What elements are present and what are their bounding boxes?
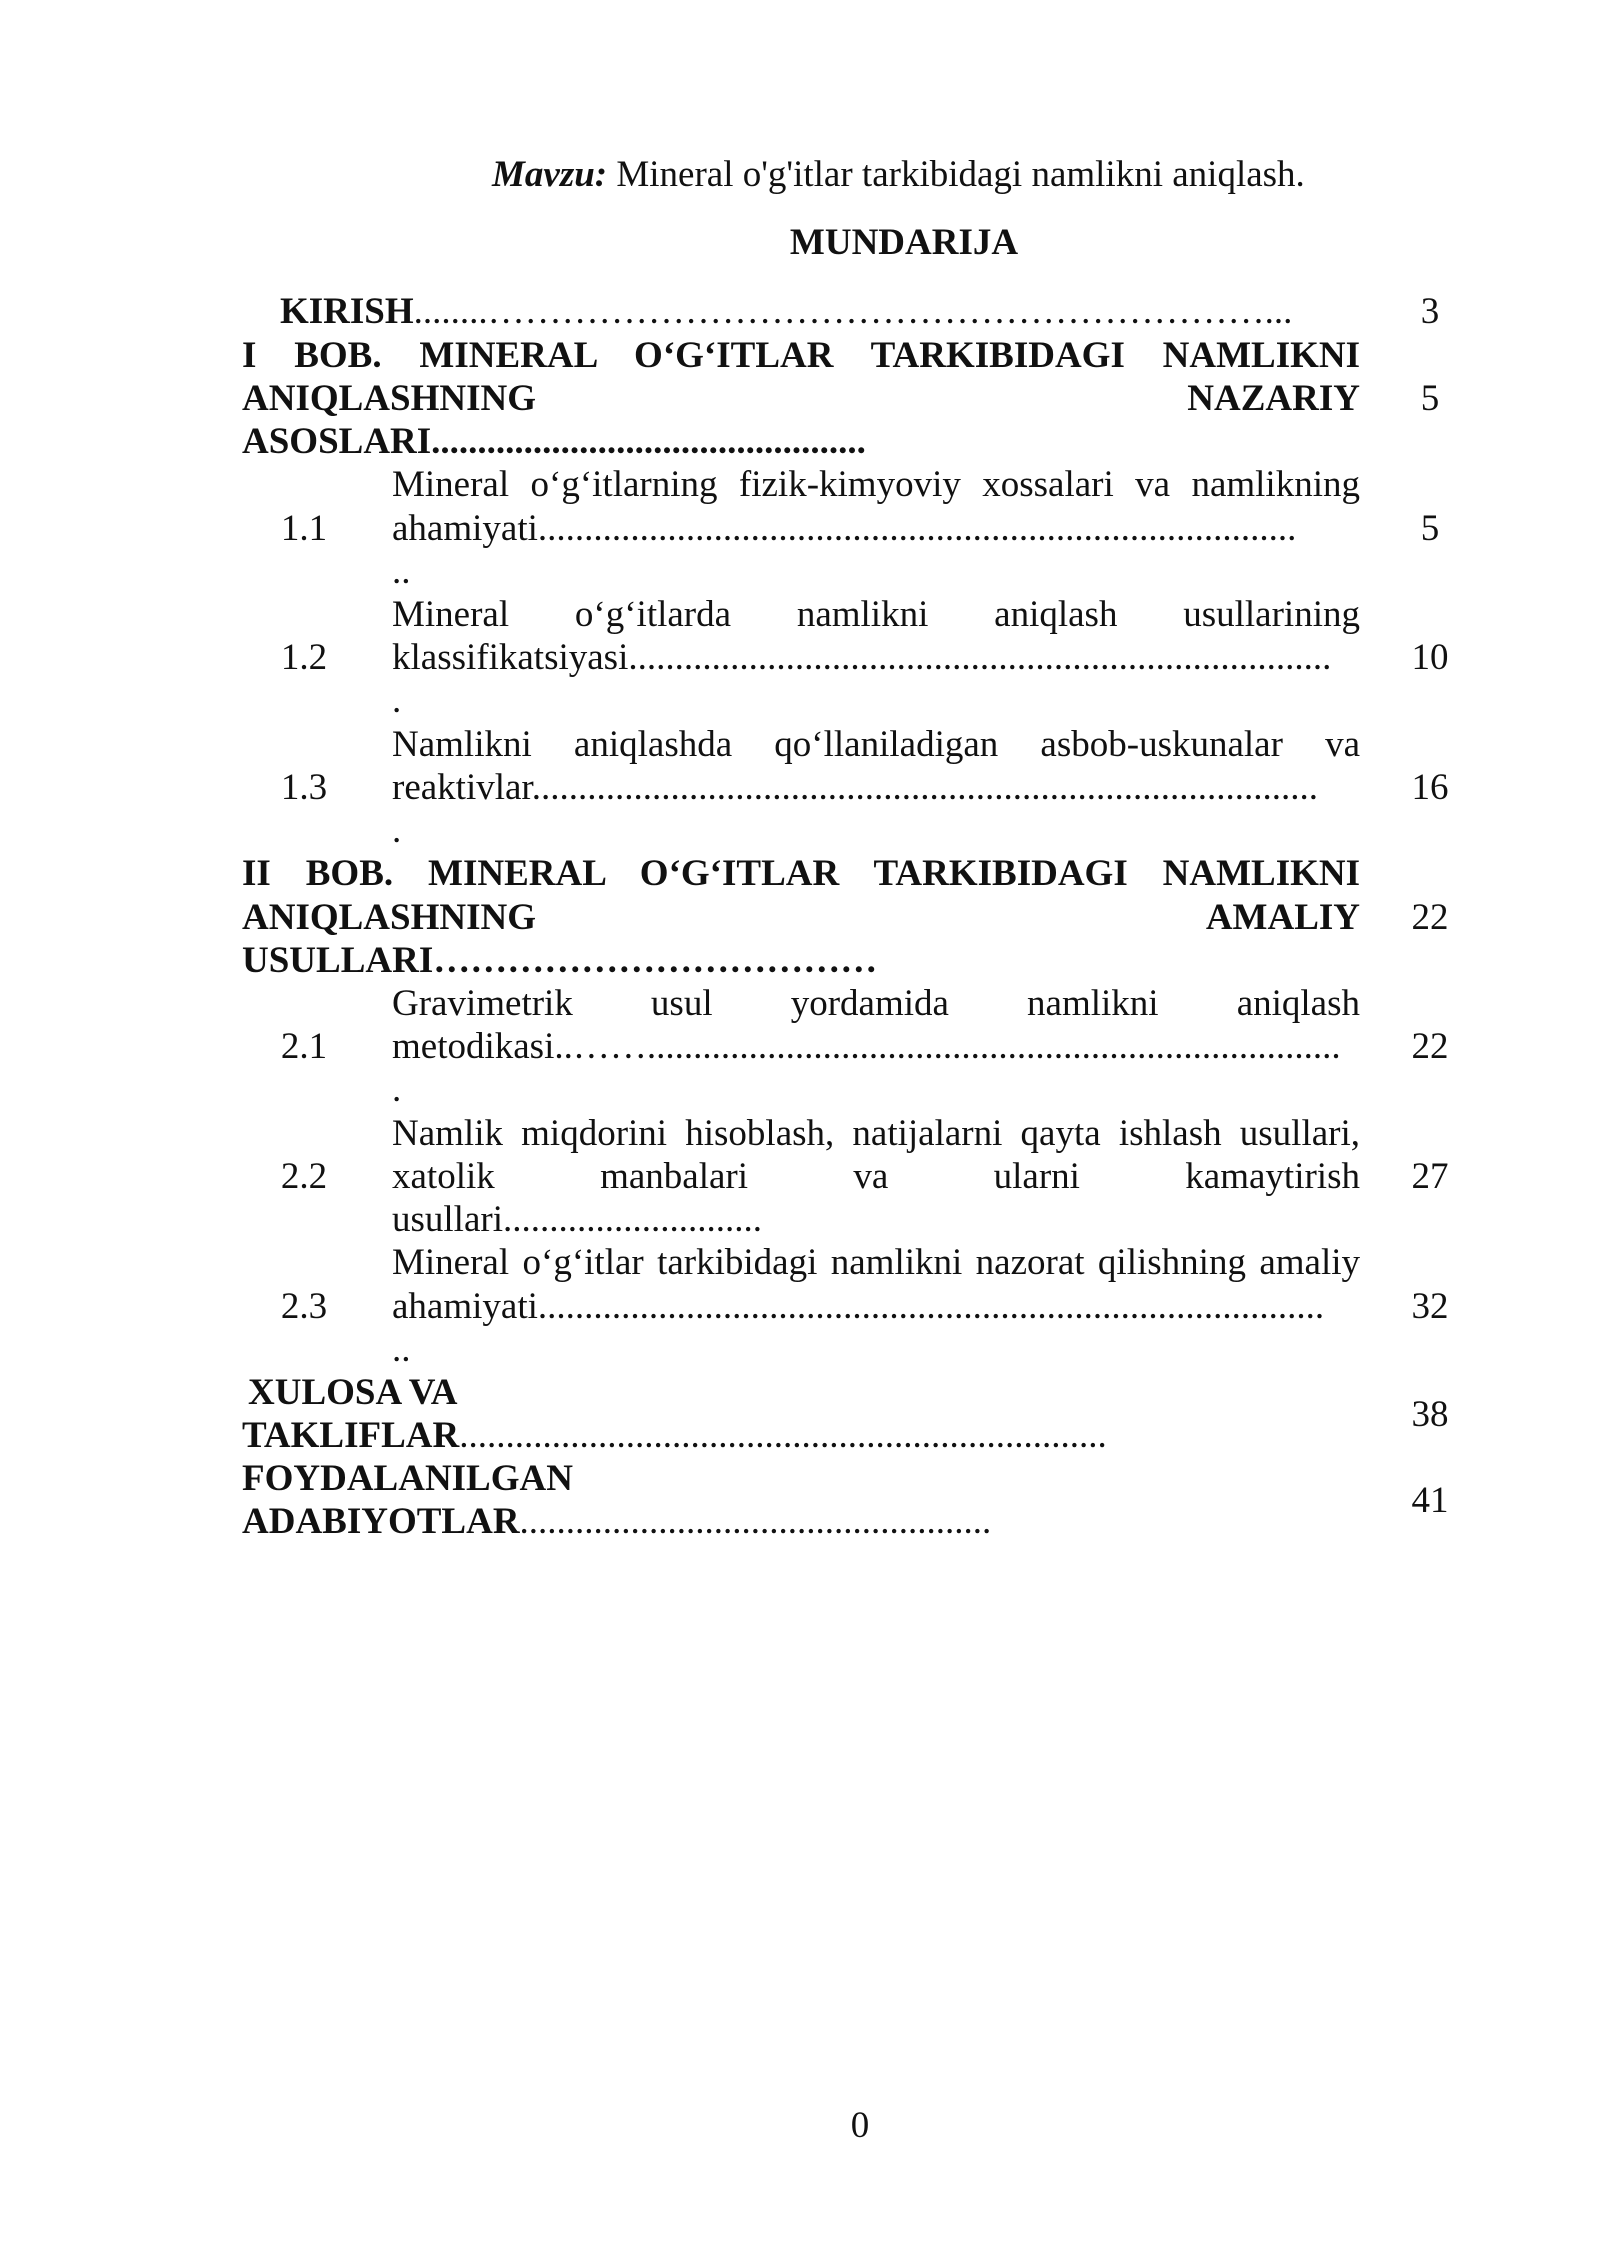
toc-s12-line2: klassifikatsiyasi............................................................................ — [392, 637, 1332, 678]
toc-adabiyot-line1: FOYDALANILGAN — [242, 1458, 573, 1499]
toc-s12-line1: Mineral o‘g‘itlarda namlikni aniqlash usullarining — [392, 594, 1360, 635]
toc-s13-line1: Namlikni aniqlashda qo‘llaniladigan asbob-uskunalar va — [392, 724, 1360, 765]
toc-adabiyot-label: ADABIYOTLAR — [242, 1501, 520, 1542]
toc-s13-line2: reaktivlar..................................................................................... — [392, 767, 1318, 808]
toc-bob2-line1: II BOB. MINERAL O‘G‘ITLAR TARKIBIDAGI NAMLIKNI — [242, 853, 1360, 894]
toc-s13-line3: . — [392, 810, 402, 851]
toc-s22-line2: xatolik manbalari va ularni kamaytirish — [392, 1156, 1360, 1197]
page-number: 0 — [850, 2105, 870, 2146]
toc-s13-number: 1.3 — [280, 767, 328, 808]
toc-s21-page: 22 — [1411, 1026, 1449, 1067]
toc-kirish-page: 3 — [1420, 291, 1440, 332]
toc-bob2-line2: ANIQLASHNING AMALIY — [242, 897, 1360, 938]
toc-s23-number: 2.3 — [280, 1286, 328, 1327]
toc-xulosa-page: 38 — [1411, 1394, 1449, 1435]
toc-xulosa-line1: XULOSA VA — [248, 1372, 458, 1413]
toc-bob1-page: 5 — [1420, 378, 1440, 419]
toc-s11-line2: ahamiyati.................................................................................. — [392, 508, 1297, 549]
toc-adabiyot-line2 — [242, 1500, 991, 1544]
toc-s22-number: 2.2 — [280, 1156, 328, 1197]
toc-xulosa-label: TAKLIFLAR — [242, 1415, 460, 1456]
toc-s23-page: 32 — [1411, 1286, 1449, 1327]
toc-bob1-line3: ASOSLARI............................................... — [242, 421, 866, 462]
toc-s23-line2: ahamiyati..................................................................................... — [392, 1286, 1325, 1327]
toc-s12-line3: . — [392, 680, 402, 721]
toc-s21-line2: metodikasi..……........................................................................... — [392, 1026, 1341, 1067]
toc-s23-line3: .. — [392, 1329, 411, 1370]
toc-s12-page: 10 — [1411, 637, 1449, 678]
toc-s13-page: 16 — [1411, 767, 1449, 808]
toc-s11-number: 1.1 — [280, 508, 328, 549]
toc-bob1-line2: ANIQLASHNING NAZARIY — [242, 378, 1360, 419]
toc-entry-kirish — [280, 290, 1292, 334]
toc-s21-line1: Gravimetrik usul yordamida namlikni aniqlash — [392, 983, 1360, 1024]
toc-s11-line3: .. — [392, 551, 411, 592]
toc-s11-line1: Mineral o‘g‘itlarning fizik-kimyoviy xossalari va namlikning — [392, 464, 1360, 505]
toc-s22-page: 27 — [1411, 1156, 1449, 1197]
topic-label: Mavzu: — [492, 154, 608, 195]
page-title: MUNDARIJA — [789, 222, 1019, 263]
toc-s12-number: 1.2 — [280, 637, 328, 678]
toc-xulosa-line2 — [242, 1414, 1107, 1458]
toc-s22-line1: Namlik miqdorini hisoblash, natijalarni qayta ishlash usullari, — [392, 1113, 1360, 1154]
toc-adabiyot-page: 41 — [1411, 1480, 1449, 1521]
toc-bob1-line1: I BOB. MINERAL O‘G‘ITLAR TARKIBIDAGI NAMLIKNI — [242, 335, 1360, 376]
toc-s23-line1: Mineral o‘g‘itlar tarkibidagi namlikni nazorat qilishning amaliy — [392, 1242, 1360, 1283]
topic-text: Mineral o'g'itlar tarkibidagi namlikni aniqlash. — [607, 154, 1305, 195]
toc-kirish-dots: ........………………………………………………………... — [413, 291, 1293, 332]
toc-s11-page: 5 — [1420, 508, 1440, 549]
toc-bob2-line3: USULLARI……………………………… — [242, 940, 878, 981]
toc-xulosa-dots: ...................................................................... — [459, 1415, 1107, 1456]
toc-kirish-label: KIRISH — [280, 291, 414, 332]
toc-s21-number: 2.1 — [280, 1026, 328, 1067]
toc-s22-line3: usullari............................ — [392, 1199, 762, 1240]
toc-adabiyot-dots: ................................................... — [519, 1501, 992, 1542]
toc-s21-line3: . — [392, 1069, 402, 1110]
toc-bob2-page: 22 — [1411, 897, 1449, 938]
